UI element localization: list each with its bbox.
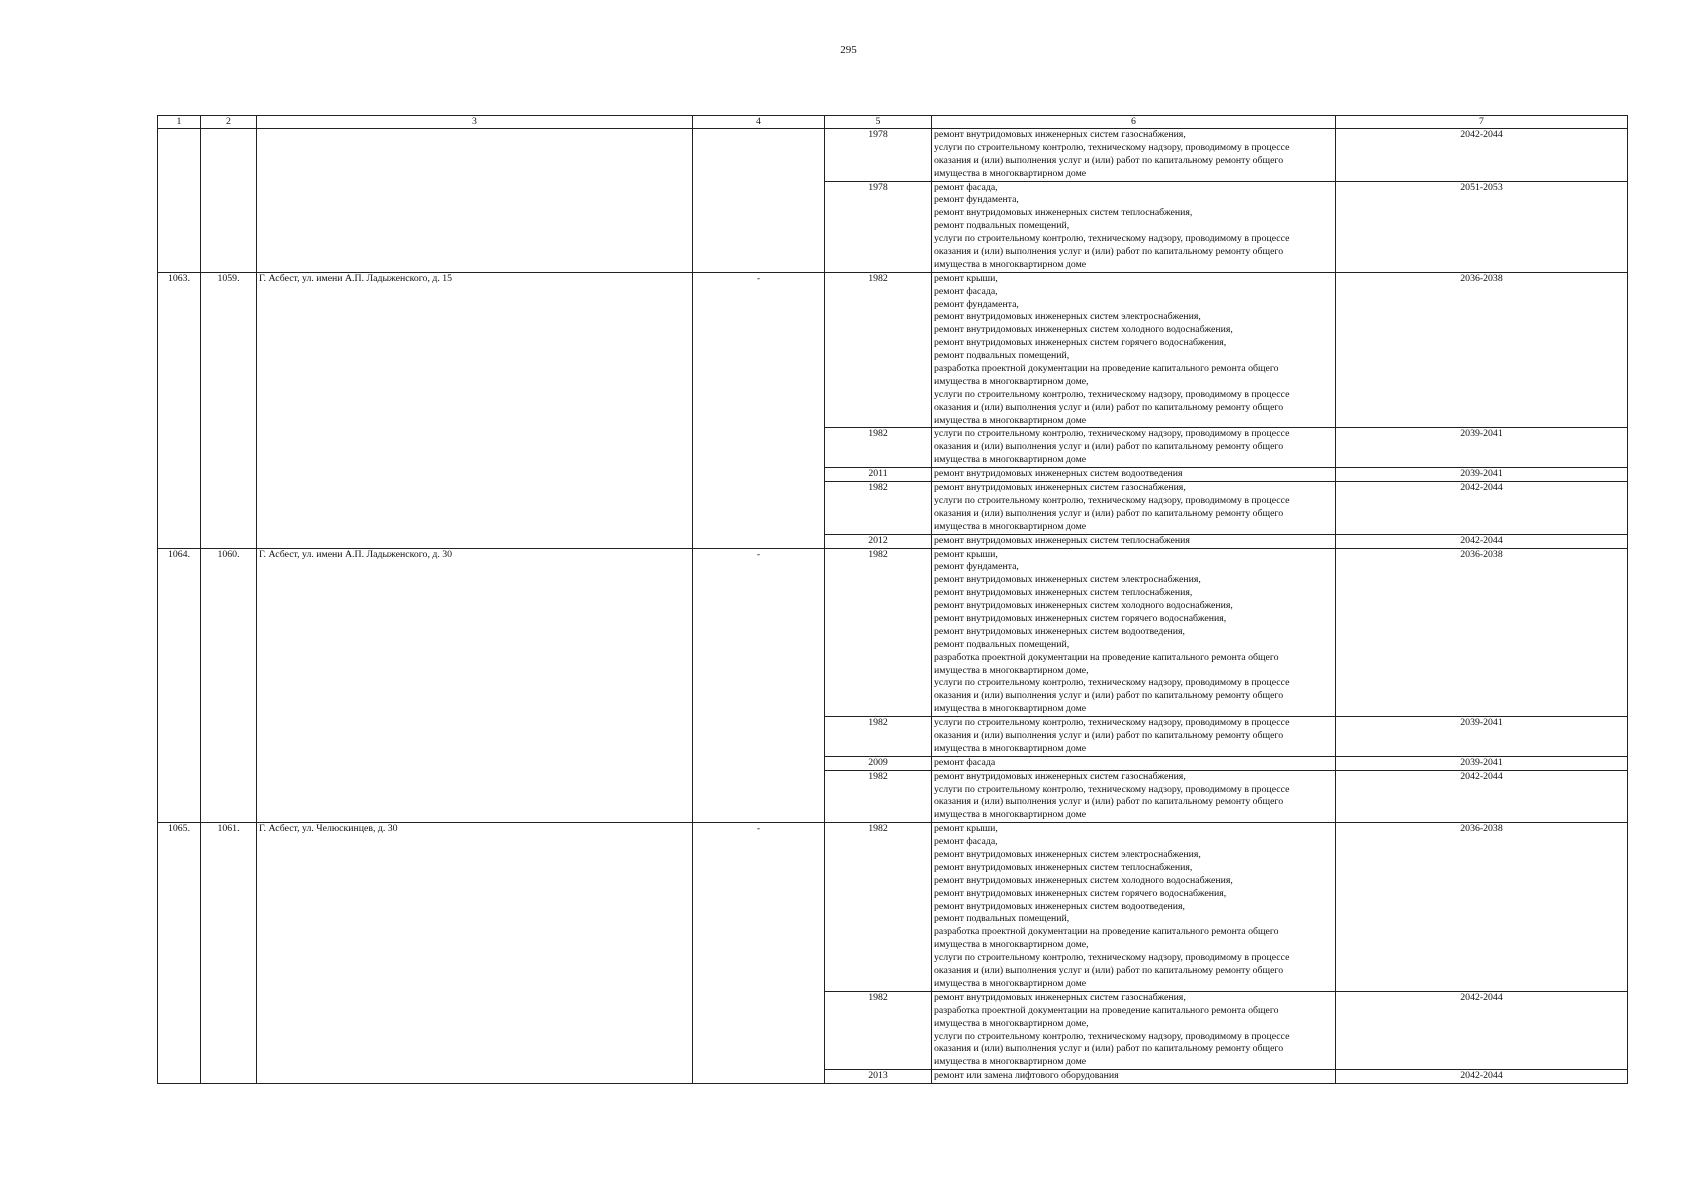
work-type-line: ремонт внутридомовых инженерных систем водоотведения, [934,625,1186,637]
work-type-line: имущества в многоквартирном доме [934,977,1087,989]
planned-period-cell: 2042-2044 [1336,770,1628,823]
code-cell: - [693,823,825,1084]
work-type-line: услуги по строительному контролю, техническому надзору, проводимому в процессе [934,952,1290,964]
work-type-line: ремонт внутридомовых инженерных систем газоснабжения, [934,991,1186,1003]
work-types-cell [932,468,1336,482]
column-number-header: 1 [158,116,201,129]
work-types-cell [932,823,1336,992]
planned-period-cell: 2051-2053 [1336,181,1628,272]
commission-year-cell: 1982 [825,428,932,468]
work-type-line: ремонт внутридомовых инженерных систем электроснабжения, [934,574,1201,586]
commission-year-cell: 1982 [825,482,932,535]
building-id-cell: 1059. [201,272,257,548]
work-type-line: ремонт крыши, [934,823,998,835]
work-type-line: ремонт внутридомовых инженерных систем горячего водоснабжения, [934,612,1227,624]
work-type-line: ремонт внутридомовых инженерных систем горячего водоснабжения, [934,887,1227,899]
work-type-line: разработка проектной документации на проведение капитального ремонта общего [934,363,1279,375]
work-type-line: ремонт внутридомовых инженерных систем теплоснабжения, [934,861,1193,873]
work-type-line: имущества в многоквартирном доме [934,809,1087,821]
work-type-line: услуги по строительному контролю, техническому надзору, проводимому в процессе [934,141,1290,153]
work-type-line: оказания и (или) выполнения услуг и (или) работ по капитальному ремонту общего [934,965,1284,977]
work-type-line: ремонт фасада, [934,836,998,848]
planned-period-cell: 2039-2041 [1336,468,1628,482]
column-number-header: 7 [1336,116,1628,129]
work-type-line: оказания и (или) выполнения услуг и (или) работ по капитальному ремонту общего [934,154,1284,166]
work-type-line: имущества в многоквартирном доме [934,258,1087,270]
commission-year-cell: 1982 [825,991,932,1069]
work-type-line: имущества в многоквартирном доме [934,742,1087,754]
work-types-cell [932,428,1336,468]
work-type-line: оказания и (или) выполнения услуг и (или) работ по капитальному ремонту общего [934,690,1284,702]
work-type-line: оказания и (или) выполнения услуг и (или) работ по капитальному ремонту общего [934,507,1284,519]
work-type-line: услуги по строительному контролю, техническому надзору, проводимому в процессе [934,388,1290,400]
work-type-line: ремонт внутридомовых инженерных систем водоотведения [934,468,1183,480]
code-cell [693,129,825,273]
work-type-line: имущества в многоквартирном доме [934,167,1087,179]
work-type-line: ремонт внутридомовых инженерных систем газоснабжения, [934,129,1186,140]
work-type-line: ремонт фасада, [934,181,998,193]
table-body [158,129,1628,1084]
address-cell: Г. Асбест, ул. Челюскинцев, д. 30 [257,823,693,1084]
work-type-line: оказания и (или) выполнения услуг и (или) работ по капитальному ремонту общего [934,441,1284,453]
planned-period-cell: 2039-2041 [1336,428,1628,468]
work-types-cell [932,181,1336,272]
planned-period-cell: 2039-2041 [1336,717,1628,757]
work-type-line: оказания и (или) выполнения услуг и (или) работ по капитальному ремонту общего [934,401,1284,413]
commission-year-cell: 2012 [825,534,932,548]
column-number-header: 3 [257,116,693,129]
planned-period-cell: 2036-2038 [1336,823,1628,992]
work-type-line: услуги по строительному контролю, техническому надзору, проводимому в процессе [934,494,1290,506]
column-number-header: 2 [201,116,257,129]
work-type-line: имущества в многоквартирном доме [934,520,1087,532]
work-type-line: ремонт фундамента, [934,561,1019,573]
work-type-line: ремонт или замена лифтового оборудования [934,1070,1119,1082]
column-number-header-row [158,116,1628,129]
work-type-line: ремонт подвальных помещений, [934,913,1070,925]
planned-period-cell: 2042-2044 [1336,482,1628,535]
work-type-line: ремонт фундамента, [934,298,1019,310]
work-type-line: имущества в многоквартирном доме, [934,375,1089,387]
work-type-line: услуги по строительному контролю, техническому надзору, проводимому в процессе [934,677,1290,689]
work-types-cell [932,129,1336,182]
work-types-cell [932,717,1336,757]
commission-year-cell: 2013 [825,1070,932,1084]
repair-schedule-table [157,115,1628,1084]
work-type-line: услуги по строительному контролю, техническому надзору, проводимому в процессе [934,233,1290,245]
work-type-line: оказания и (или) выполнения услуг и (или) работ по капитальному ремонту общего [934,246,1284,258]
work-type-line: оказания и (или) выполнения услуг и (или) работ по капитальному ремонту общего [934,730,1284,741]
commission-year-cell: 2009 [825,756,932,770]
planned-period-cell: 2039-2041 [1336,756,1628,770]
table-row [158,272,1628,428]
work-type-line: ремонт фасада, [934,285,998,297]
record-number-cell: 1063. [158,272,201,548]
work-type-line: ремонт фундамента, [934,194,1019,206]
work-type-line: услуги по строительному контролю, техническому надзору, проводимому в процессе [934,1030,1290,1042]
work-type-line: услуги по строительному контролю, техническому надзору, проводимому в процессе [934,717,1290,729]
work-type-line: имущества в многоквартирном доме, [934,664,1089,676]
work-types-cell [932,548,1336,717]
work-type-line: ремонт внутридомовых инженерных систем водоотведения, [934,900,1186,912]
address-cell: Г. Асбест, ул. имени А.П. Ладыженского, д. 15 [257,272,693,548]
column-number-header: 4 [693,116,825,129]
work-type-line: ремонт внутридомовых инженерных систем горячего водоснабжения, [934,337,1227,349]
work-type-line: оказания и (или) выполнения услуг и (или) работ по капитальному ремонту общего [934,796,1284,808]
work-type-line: ремонт внутридомовых инженерных систем холодного водоснабжения, [934,324,1233,336]
work-types-cell [932,770,1336,823]
page-number: 295 [840,44,857,56]
table-row [158,548,1628,717]
work-type-line: имущества в многоквартирном доме, [934,1017,1089,1029]
commission-year-cell: 1982 [825,823,932,992]
work-type-line: ремонт внутридомовых инженерных систем электроснабжения, [934,849,1201,861]
address-cell: Г. Асбест, ул. имени А.П. Ладыженского, д. 30 [257,548,693,823]
planned-period-cell: 2042-2044 [1336,534,1628,548]
address-cell [257,129,693,273]
work-type-line: имущества в многоквартирном доме [934,414,1087,426]
column-number-header: 6 [932,116,1336,129]
work-type-line: ремонт внутридомовых инженерных систем теплоснабжения, [934,207,1193,219]
planned-period-cell: 2042-2044 [1336,991,1628,1069]
planned-period-cell: 2042-2044 [1336,1070,1628,1084]
work-type-line: имущества в многоквартирном доме, [934,939,1089,951]
work-type-line: имущества в многоквартирном доме [934,703,1087,715]
table-row [158,823,1628,992]
building-id-cell: 1060. [201,548,257,823]
work-type-line: ремонт подвальных помещений, [934,638,1070,650]
work-types-cell [932,991,1336,1069]
work-type-line: оказания и (или) выполнения услуг и (или) работ по капитальному ремонту общего [934,1043,1284,1055]
work-type-line: ремонт внутридомовых инженерных систем электроснабжения, [934,311,1201,323]
code-cell: - [693,272,825,548]
work-types-cell [932,482,1336,535]
work-types-cell [932,534,1336,548]
record-number-cell: 1064. [158,548,201,823]
work-type-line: ремонт внутридомовых инженерных систем газоснабжения, [934,770,1186,782]
work-type-line: ремонт внутридомовых инженерных систем теплоснабжения [934,534,1190,546]
work-type-line: ремонт внутридомовых инженерных систем газоснабжения, [934,482,1186,494]
commission-year-cell: 1982 [825,770,932,823]
commission-year-cell: 1982 [825,548,932,717]
work-type-line: имущества в многоквартирном доме [934,1056,1087,1068]
work-type-line: услуги по строительному контролю, техническому надзору, проводимому в процессе [934,783,1290,795]
work-type-line: разработка проектной документации на проведение капитального ремонта общего [934,1004,1279,1016]
building-id-cell: 1061. [201,823,257,1084]
work-type-line: ремонт подвальных помещений, [934,220,1070,232]
work-type-line: ремонт внутридомовых инженерных систем теплоснабжения, [934,587,1193,599]
work-type-line: имущества в многоквартирном доме [934,454,1087,466]
commission-year-cell: 1978 [825,181,932,272]
work-type-line: услуги по строительному контролю, техническому надзору, проводимому в процессе [934,428,1290,440]
planned-period-cell: 2042-2044 [1336,129,1628,182]
table-row [158,129,1628,182]
work-type-line: ремонт подвальных помещений, [934,350,1070,362]
work-type-line: разработка проектной документации на проведение капитального ремонта общего [934,926,1279,938]
planned-period-cell: 2036-2038 [1336,272,1628,428]
record-number-cell: 1065. [158,823,201,1084]
work-type-line: ремонт крыши, [934,548,998,560]
work-types-cell [932,1070,1336,1084]
commission-year-cell: 1978 [825,129,932,182]
work-type-line: ремонт внутридомовых инженерных систем холодного водоснабжения, [934,600,1233,612]
work-type-line: разработка проектной документации на проведение капитального ремонта общего [934,651,1279,663]
record-number-cell [158,129,201,273]
commission-year-cell: 1982 [825,717,932,757]
work-types-cell [932,272,1336,428]
work-types-cell [932,756,1336,770]
planned-period-cell: 2036-2038 [1336,548,1628,717]
code-cell: - [693,548,825,823]
column-number-header: 5 [825,116,932,129]
work-type-line: ремонт внутридомовых инженерных систем холодного водоснабжения, [934,874,1233,886]
commission-year-cell: 2011 [825,468,932,482]
building-id-cell [201,129,257,273]
commission-year-cell: 1982 [825,272,932,428]
work-type-line: ремонт фасада [934,756,996,768]
work-type-line: ремонт крыши, [934,272,998,284]
